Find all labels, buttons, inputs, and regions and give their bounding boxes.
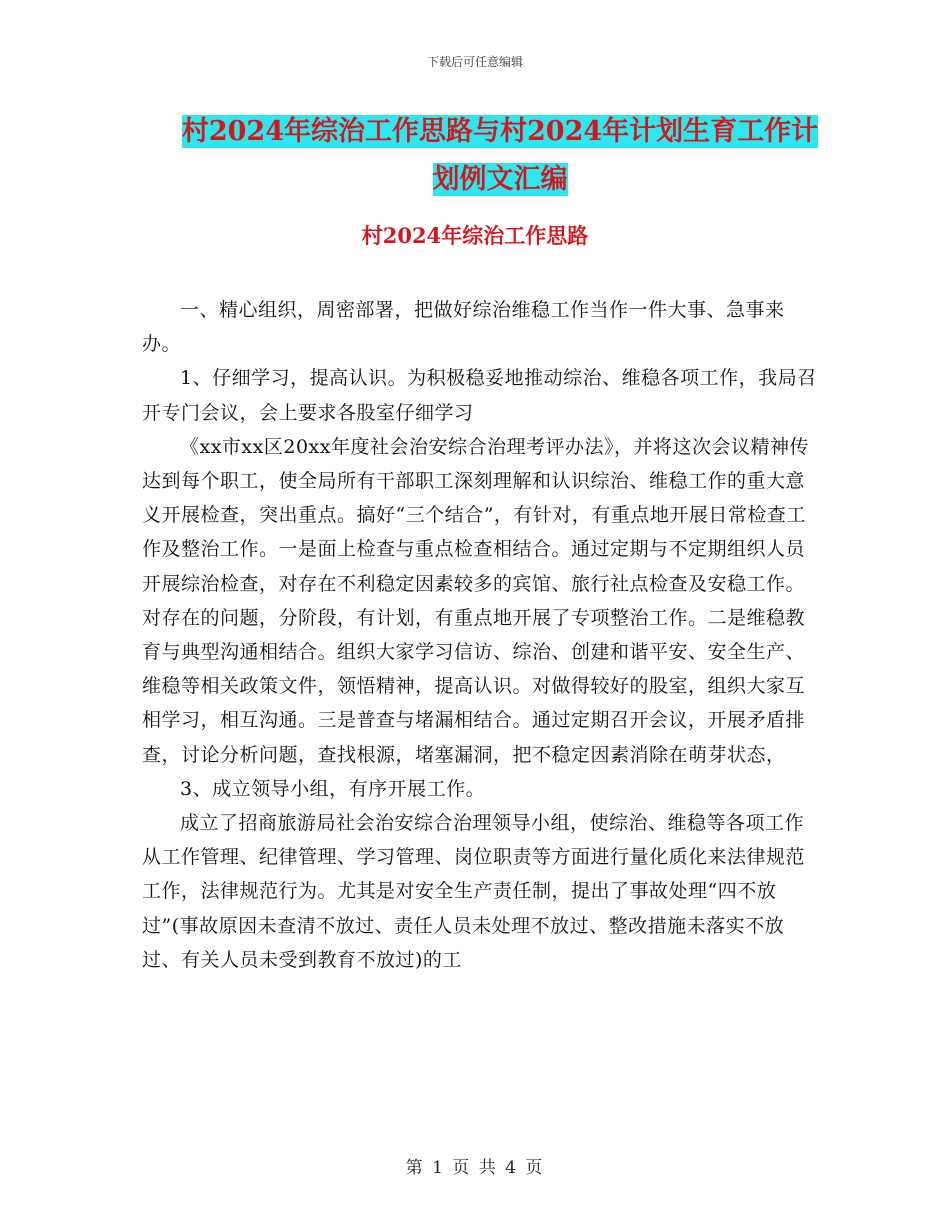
header-note: 下载后可任意编辑 [426, 55, 523, 69]
paragraph: 《xx市xx区20xx年度社会治安综合治理考评办法》，并将这次会议精神传达到每个职工，使全局所有干部职工深刻理解和认识综治、维稳工作的重大意义开展检查，突出重点。搞好“三个结合”，有针对，有重点地开展日常检查工作及整治工作。一是面上检查与重点检查相结合。通过定期与不定期组织人员开展综治检查，对存在不利稳定因素较多的宾馆、旅行社点检查及安稳工作。对存在的问题，分阶段，有计划，有重点地开展了专项整治工作。二是维稳教育与典型沟通相结合。组织大家学习信访、综治、创建和谐平安、安全生产、维稳等相关政策文件，领悟精神，提高认识。对做得较好的股室，组织大家互相学习，相互沟通。三是普查与堵漏相结合。通过定期召开会议，开展矛盾排查，讨论分析问题，查找根源，堵塞漏洞，把不稳定因素消除在萌芽状态， [142, 435, 809, 766]
page-footer: 第 1 页 共 4 页 [405, 1158, 545, 1178]
document-body [142, 293, 822, 977]
paragraph: 3、成立领导小组，有序开展工作。 [180, 777, 486, 800]
title-line-2: 划例文汇编 [432, 164, 568, 195]
paragraph: 成立了招商旅游局社会治安综合治理领导小组，使综治、维稳等各项工作从工作管理、纪律管理、学习管理、岗位职责等方面进行量化质化来法律规范工作，法律规范行为。尤其是对安全生产责任制，提出了事故处理“四不放过”(事故原因未查清不放过、责任人员未处理不放过、整改措施未落实不放过、有关人员未受到教育不放过)的工 [142, 812, 806, 971]
document-title [140, 108, 860, 204]
section-title: 村2024年综治工作思路 [361, 223, 589, 248]
title-line-1: 村2024年综治工作思路与村2024年计划生育工作计 [181, 116, 819, 147]
paragraph: 1、仔细学习，提高认识。为积极稳妥地推动综治、维稳各项工作，我局召开专门会议，会上要求各股室仔细学习 [142, 367, 817, 424]
paragraph: 一、精心组织，周密部署，把做好综治维稳工作当作一件大事、急事来办。 [142, 299, 785, 356]
